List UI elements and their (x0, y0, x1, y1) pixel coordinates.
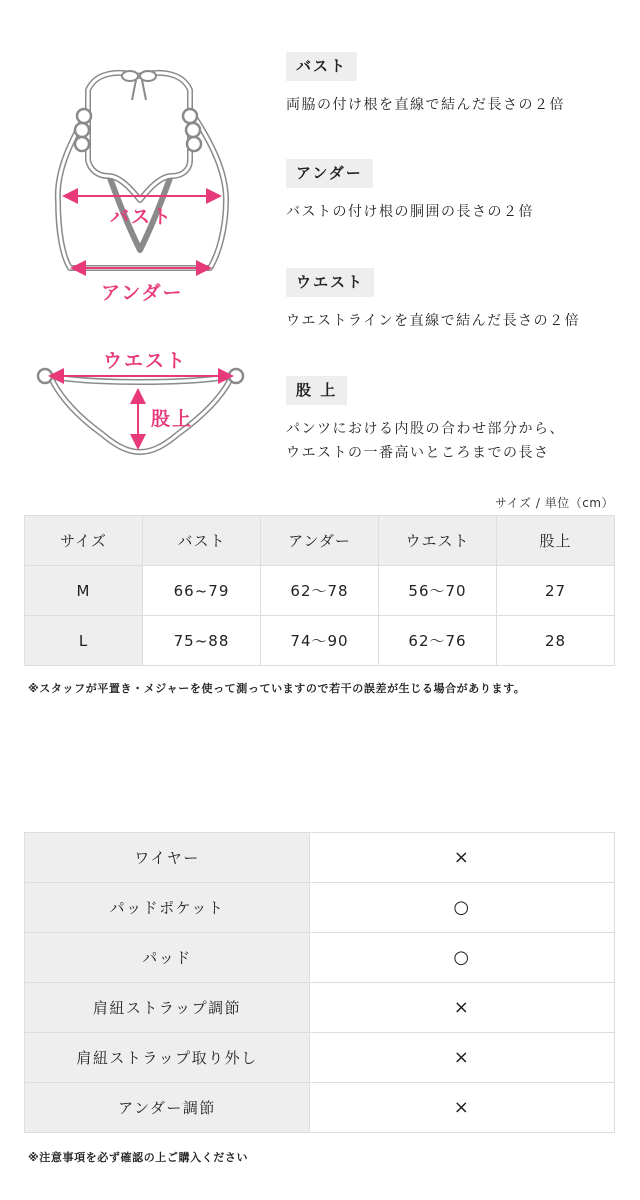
feature-label: 肩紐ストラップ取り外し (25, 1033, 310, 1083)
header-cell: ウエスト (379, 516, 497, 566)
header-cell: 股上 (497, 516, 615, 566)
feature-label: ワイヤー (25, 833, 310, 883)
feature-mark: × (310, 983, 615, 1033)
feature-mark: × (310, 833, 615, 883)
features-table (24, 832, 615, 1133)
definition-desc-line: パンツにおける内股の合わせ部分から、 (286, 421, 565, 437)
feature-label: 肩紐ストラップ調節 (25, 983, 310, 1033)
definition-term: バスト (286, 52, 357, 81)
value-cell: 56～70 (379, 566, 497, 616)
feature-mark: ○ (310, 883, 615, 933)
value-cell: 74～90 (261, 616, 379, 666)
feature-mark: × (310, 1083, 615, 1133)
strap-rings (75, 109, 201, 151)
size-table (24, 515, 615, 666)
measurement-diagram (0, 0, 270, 480)
bikini-top-outline (58, 73, 226, 268)
size-table-header (25, 516, 615, 566)
unit-note: サイズ / 単位（cm） (495, 496, 614, 510)
table-row (25, 983, 615, 1033)
definition-desc: 両脇の付け根を直線で結んだ長さの２倍 (286, 97, 565, 113)
value-cell: 75~88 (143, 616, 261, 666)
header-cell: サイズ (25, 516, 143, 566)
value-cell: 28 (497, 616, 615, 666)
definition-under (286, 159, 534, 224)
value-cell: 62～76 (379, 616, 497, 666)
value-cell: 27 (497, 566, 615, 616)
table-row (25, 566, 615, 616)
definition-rise (286, 376, 565, 465)
header-cell: アンダー (261, 516, 379, 566)
definition-desc-line: ウエストの一番高いところまでの長さ (286, 445, 550, 461)
purchase-note: ※注意事項を必ず確認の上ご購入ください (28, 1151, 249, 1164)
bikini-illustration (0, 0, 270, 480)
table-row (25, 1083, 615, 1133)
definition-term: 股 上 (286, 376, 347, 405)
value-cell: 66~79 (143, 566, 261, 616)
table-row (25, 616, 615, 666)
definition-waist (286, 268, 580, 333)
feature-label: パッドポケット (25, 883, 310, 933)
table-row (25, 833, 615, 883)
table-row (25, 933, 615, 983)
header-cell: バスト (143, 516, 261, 566)
bikini-bottom-inner (50, 376, 232, 452)
rise-label: 股上 (151, 408, 194, 430)
measurement-note: ※スタッフが平置き・メジャーを使って測っていますので若干の誤差が生じる場合があります。 (28, 682, 526, 695)
feature-mark: ○ (310, 933, 615, 983)
definition-desc (286, 417, 565, 465)
table-row (25, 1033, 615, 1083)
bust-label: バスト (110, 206, 174, 228)
bikini-top-inner (58, 73, 226, 268)
under-label: アンダー (101, 282, 184, 304)
feature-mark: × (310, 1033, 615, 1083)
table-row (25, 883, 615, 933)
definition-term: ウエスト (286, 268, 374, 297)
size-cell: L (25, 616, 143, 666)
size-cell: M (25, 566, 143, 616)
definition-desc: ウエストラインを直線で結んだ長さの２倍 (286, 313, 581, 329)
feature-label: パッド (25, 933, 310, 983)
value-cell: 62～78 (261, 566, 379, 616)
feature-label: アンダー調節 (25, 1083, 310, 1133)
waist-label: ウエスト (103, 350, 188, 372)
definition-term: アンダー (286, 159, 373, 188)
definition-desc: バストの付け根の胴囲の長さの２倍 (286, 204, 534, 220)
definition-bust (286, 52, 565, 117)
